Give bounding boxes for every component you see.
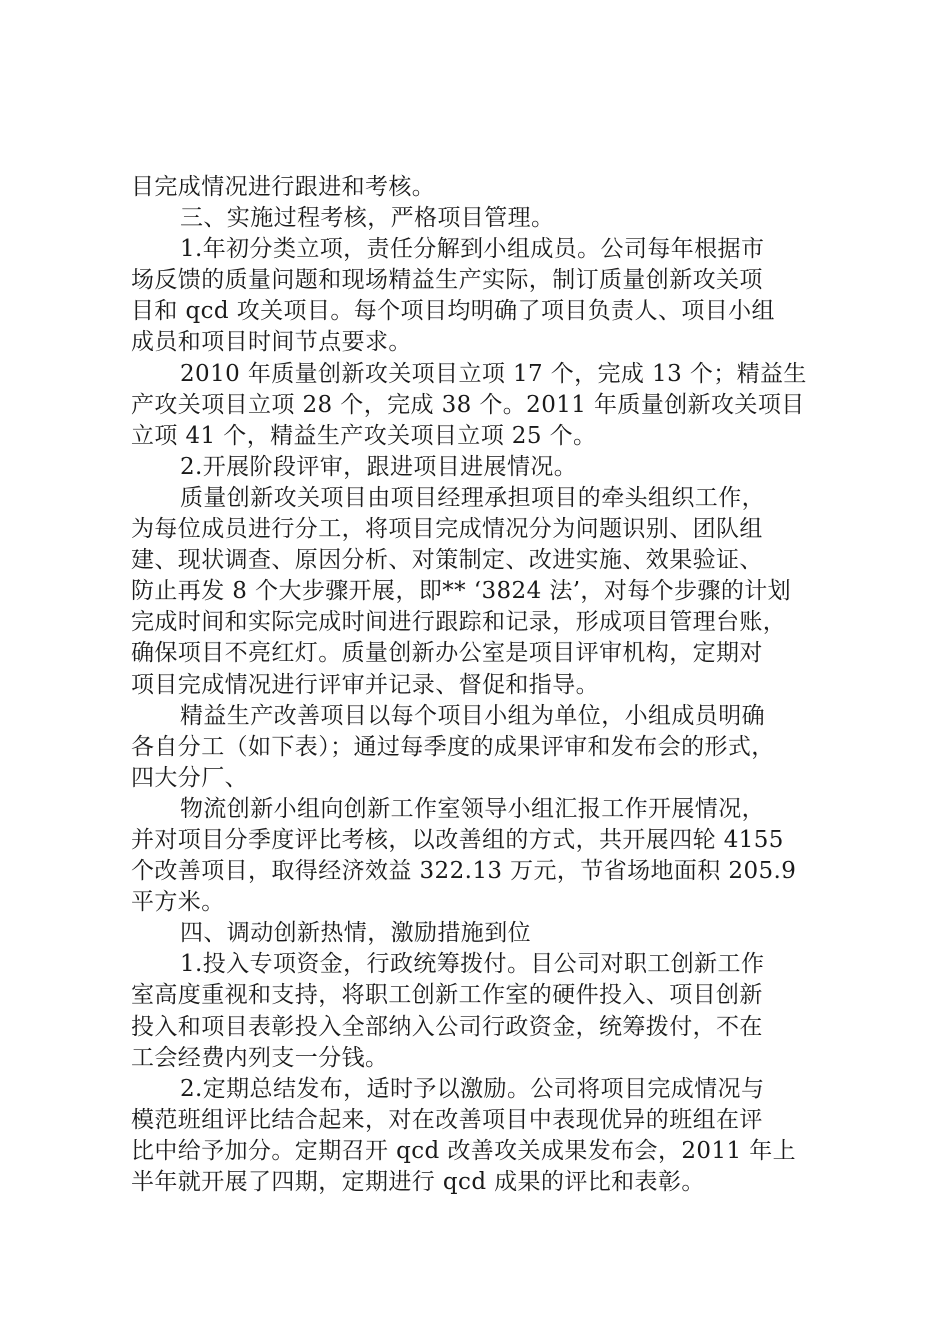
text-line: 个改善项目，取得经济效益 322.13 万元，节省场地面积 205.9 [131,858,797,885]
document-body [131,172,831,1198]
text-line: 模范班组评比结合起来，对在改善项目中表现优异的班组在评 [131,1106,763,1133]
text-line: 项目完成情况进行评审并记录、督促和指导。 [131,671,599,698]
text-line: 场反馈的质量问题和现场精益生产实际，制订质量创新攻关项 [131,267,763,294]
text-line: 精益生产改善项目以每个项目小组为单位，小组成员明确 [180,702,765,729]
text-line: 并对项目分季度评比考核，以改善组的方式，共开展四轮 4155 [131,826,784,853]
text-line: 完成时间和实际完成时间进行跟踪和记录，形成项目管理台账， [131,609,787,636]
text-line: 四大分厂、 [131,764,248,791]
text-line: 成员和项目时间节点要求。 [131,329,412,356]
text-line: 建、现状调查、原因分析、对策制定、改进实施、效果验证、 [131,547,763,574]
text-line: 2010 年质量创新攻关项目立项 17 个，完成 13 个；精益生 [180,360,807,387]
text-line: 产攻关项目立项 28 个，完成 38 个。2011 年质量创新攻关项目 [131,391,805,418]
text-line: 半年就开展了四期，定期进行 qcd 成果的评比和表彰。 [131,1169,705,1195]
text-line: 四、调动创新热情，激励措施到位 [180,920,531,947]
text-line: 1.投入专项资金，行政统筹拨付。目公司对职工创新工作 [180,951,765,978]
text-line: 目和 qcd 攻关项目。每个项目均明确了项目负责人、项目小组 [131,298,775,325]
text-line: 防止再发 8 个大步骤开展，即** ‘3824 法’，对每个步骤的计划 [131,578,792,605]
text-line: 室高度重视和支持，将职工创新工作室的硬件投入、项目创新 [131,982,763,1009]
text-line: 各自分工（如下表）；通过每季度的成果评审和发布会的形式， [131,733,775,760]
text-line: 三、实施过程考核，严格项目管理。 [180,205,555,232]
text-line: 比中给予加分。定期召开 qcd 改善攻关成果发布会，2011 年上 [131,1137,796,1164]
text-line: 确保项目不亮红灯。质量创新办公室是项目评审机构，定期对 [131,640,763,667]
text-line: 工会经费内列支一分钱。 [131,1044,389,1071]
text-line: 物流创新小组向创新工作室领导小组汇报工作开展情况， [180,795,765,822]
text-line: 质量创新攻关项目由项目经理承担项目的牵头组织工作， [180,484,765,511]
text-line: 2.定期总结发布，适时予以激励。公司将项目完成情况与 [180,1075,765,1102]
text-line: 平方米。 [131,889,225,916]
text-line: 投入和项目表彰投入全部纳入公司行政资金，统筹拨付，不在 [131,1013,763,1040]
text-line: 2.开展阶段评审，跟进项目进展情况。 [180,453,578,480]
text-line: 立项 41 个，精益生产攻关项目立项 25 个。 [131,422,597,449]
text-line: 为每位成员进行分工，将项目完成情况分为问题识别、团队组 [131,516,763,543]
text-line: 目完成情况进行跟进和考核。 [131,174,436,200]
text-line: 1.年初分类立项，责任分解到小组成员。公司每年根据市 [180,236,765,263]
